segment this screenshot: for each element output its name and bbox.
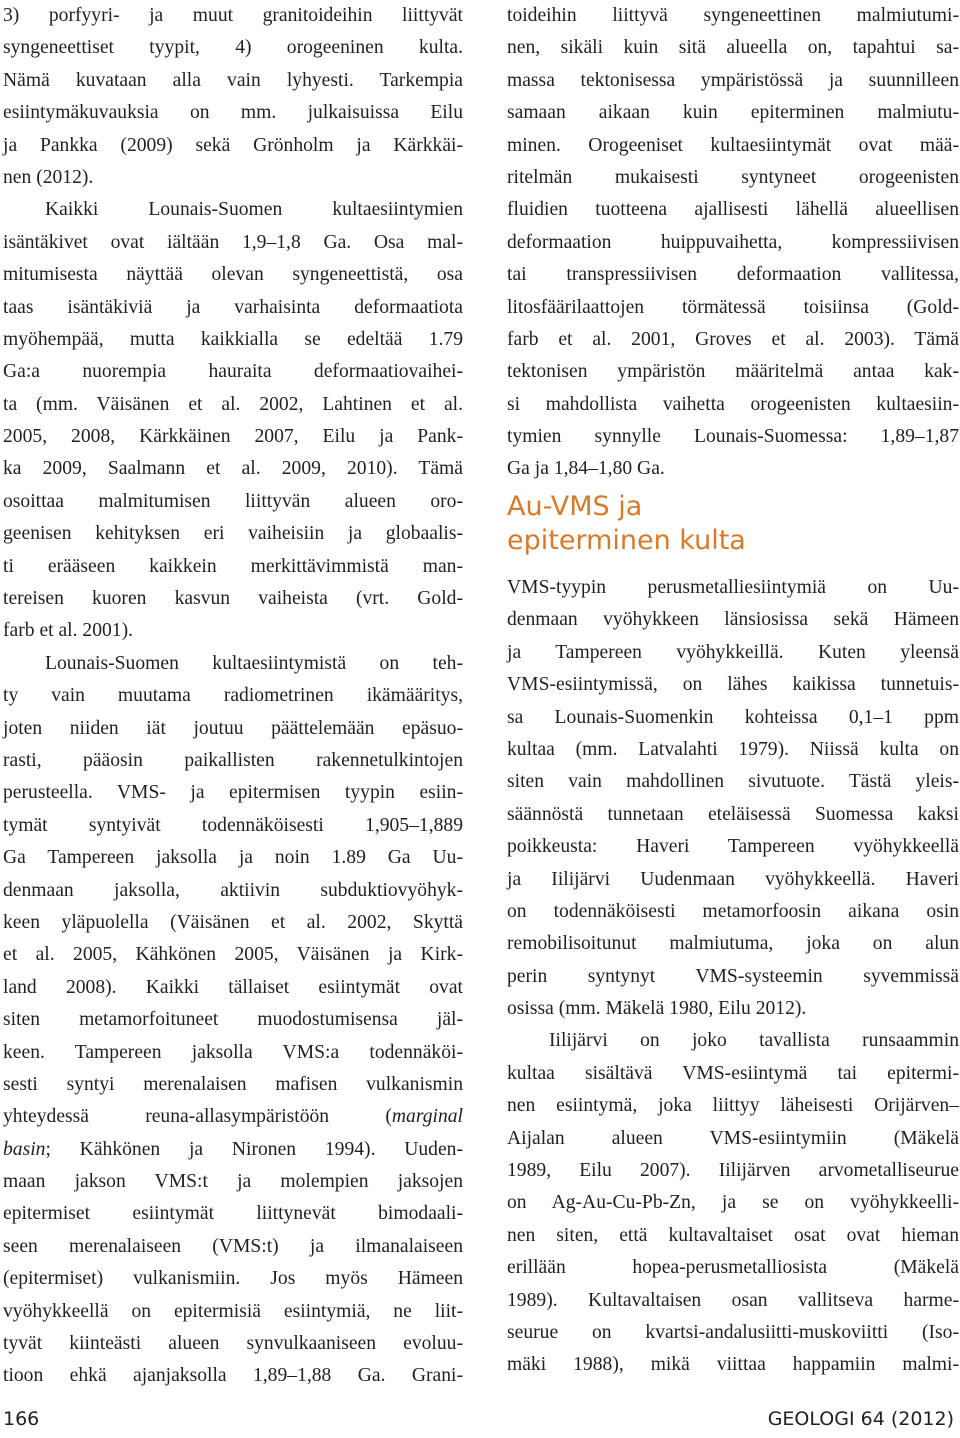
text-fragment: yhteydessä reuna-allasympäristöön ( bbox=[3, 1106, 392, 1128]
text-line: siten vain mahdollinen sivutuote. Tästä yleis- bbox=[507, 771, 959, 793]
text-line: Kaikki Lounais-Suomen kultaesiintymien bbox=[45, 199, 463, 221]
paragraph-radiometric-ages bbox=[3, 648, 463, 1393]
text-line: toideihin liittyvä syngeneettinen malmiutumi- bbox=[507, 5, 959, 26]
text-line: osoittaa malmitumisen liittyvän alueen oro- bbox=[3, 490, 463, 512]
text-line: 2005, 2008, Kärkkäinen 2007, Eilu ja Pank- bbox=[3, 426, 463, 448]
text-line: (epitermiset) vulkanismiin. Jos myös Hämeen bbox=[3, 1268, 463, 1290]
italic-term: marginal bbox=[391, 1106, 463, 1128]
text-line: denmaan jaksolla, aktiivin subduktiovyöhyk- bbox=[3, 879, 463, 901]
text-line: rasti, pääosin paikallisten rakennetulkintojen bbox=[3, 749, 463, 771]
text-line: litosfäärilaattojen törmätessä toisiinsa (Gold- bbox=[507, 296, 959, 318]
text-line: joten niiden iät joutuu päättelemään epäsuo- bbox=[3, 717, 463, 739]
text-line: 3) porfyyri- ja muut granitoideihin liittyvät bbox=[3, 5, 463, 26]
heading-line: epiterminen kulta bbox=[507, 525, 746, 556]
text-line: land 2008). Kaikki tällaiset esiintymät ovat bbox=[3, 976, 463, 998]
text-line: perusteella. VMS- ja epitermisen tyypin esiin- bbox=[3, 782, 463, 804]
text-line: ja Pankka (2009) sekä Grönholm ja Kärkkäi- bbox=[3, 134, 463, 156]
text-line: sa Lounais-Suomenkin kohteissa 0,1–1 ppm bbox=[507, 706, 959, 728]
text-line: kultaa (mm. Latvalahti 1979). Niissä kulta on bbox=[507, 738, 959, 760]
heading-line: Au-VMS ja bbox=[507, 491, 643, 522]
text-line: farb et al. 2001). bbox=[3, 620, 134, 642]
text-line: tektonisen ympäristön määritelmä antaa kak- bbox=[507, 361, 959, 383]
right-text-column bbox=[507, 0, 959, 486]
text-line: mitumisesta näyttää olevan syngeneettistä, osa bbox=[3, 264, 463, 286]
text-line: farb et al. 2001, Groves et al. 2003). Tämä bbox=[507, 328, 959, 350]
text-line: minen. Orogeeniset kultaesiintymät ovat mää- bbox=[507, 134, 959, 156]
text-line: Ga Tampereen jaksolla ja noin 1.89 Ga Uu- bbox=[3, 847, 463, 869]
text-line: perin syntynyt VMS-systeemin syvemmissä bbox=[507, 965, 959, 987]
text-line: seurue on kvartsi-andalusiitti-muskoviitti (Iso- bbox=[507, 1321, 959, 1343]
text-line: ta (mm. Väisänen et al. 2002, Lahtinen et al. bbox=[3, 393, 463, 415]
text-line: VMS-tyypin perusmetalliesiintymiä on Uu- bbox=[507, 577, 959, 598]
text-line: si mahdollista vaihetta orogeenisten kultaesiin- bbox=[507, 393, 959, 415]
text-line: isäntäkivet ovat iältään 1,9–1,8 Ga. Osa mal- bbox=[3, 231, 463, 253]
text-line: ty vain muutama radiometrinen ikämääritys, bbox=[3, 685, 463, 707]
text-line: Aijalan alueen VMS-esiintymiin (Mäkelä bbox=[507, 1127, 959, 1149]
text-line: nen esiintymä, joka liittyy läheisesti Orijärven– bbox=[507, 1095, 959, 1117]
text-line: poikkeusta: Haveri Tampereen vyöhykkeellä bbox=[507, 836, 959, 858]
text-line: säännöstä tunnetaan eteläisessä Suomessa kaksi bbox=[507, 803, 959, 825]
text-line: fluidien tuotteena ajallisesti lähellä alueellisen bbox=[507, 199, 959, 221]
text-line: kultaa sisältävä VMS-esiintymä tai epitermi- bbox=[507, 1062, 959, 1084]
text-line: et al. 2005, Kähkönen 2005, Väisänen ja Kirk- bbox=[3, 944, 463, 966]
text-line: seen merenalaiseen (VMS:t) ja ilmanalaiseen bbox=[3, 1235, 463, 1257]
text-line: ka 2009, Saalmann et al. 2009, 2010). Tämä bbox=[3, 458, 463, 480]
page-number: 166 bbox=[3, 1408, 40, 1430]
text-line: 1989, Eilu 2007). Iilijärven arvometalliseurue bbox=[507, 1160, 959, 1182]
paragraph-intro-continued bbox=[3, 0, 463, 194]
text-line: tai transpressiivisen deformaation vallitessa, bbox=[507, 264, 959, 286]
text-line: vyöhykkeellä on epitermisiä esiintymiä, ne liit- bbox=[3, 1300, 463, 1322]
text-line: myöhempää, mutta kaikkialla se edeltää 1.79 bbox=[3, 328, 463, 350]
text-line: samaan aikaan kuin epiterminen malmiutu- bbox=[507, 102, 959, 124]
text-line: Iilijärvi on joko tavallista runsaammin bbox=[549, 1030, 959, 1052]
paragraph-orogenic-gold bbox=[507, 0, 959, 486]
section-heading bbox=[507, 490, 957, 558]
text-line: 1989). Kultavaltaisen osan vallitseva harme- bbox=[507, 1289, 959, 1311]
text-line: taas isäntäkiviä ja varhaisinta deformaatiota bbox=[3, 296, 463, 318]
text-line: Nämä kuvataan alla vain lyhyesti. Tarkempia bbox=[3, 69, 463, 91]
text-line: nen siten, että kultavaltaiset osat ovat hieman bbox=[507, 1224, 959, 1246]
text-line: ja Tampereen vyöhykkeillä. Kuten yleensä bbox=[507, 641, 959, 663]
text-line: osissa (mm. Mäkelä 1980, Eilu 2012). bbox=[507, 998, 807, 1020]
text-line: siten metamorfoituneet muodostumisensa jäl- bbox=[3, 1009, 463, 1031]
text-line: keen. Tampereen jaksolla VMS:a todennäköi- bbox=[3, 1041, 463, 1063]
text-line bbox=[3, 1134, 463, 1166]
text-line: Ga:a nuorempia hauraita deformaatiovaihei- bbox=[3, 361, 463, 383]
text-line: denmaan vyöhykkeen länsiosissa sekä Hämeen bbox=[507, 609, 959, 631]
text-line: syngeneettiset tyypit, 4) orogeeninen kulta. bbox=[3, 37, 463, 59]
text-line: ja Iilijärvi Uudenmaan vyöhykkeellä. Haveri bbox=[507, 868, 959, 890]
text-line: nen, sikäli kuin sitä alueella on, tapahtui sa- bbox=[507, 37, 959, 59]
right-text-column-lower bbox=[507, 572, 959, 1382]
text-line: tymät syntyivät todennäköisesti 1,905–1,889 bbox=[3, 814, 463, 836]
text-line: tioon ehkä ajanjaksolla 1,89–1,88 Ga. Grani- bbox=[3, 1365, 463, 1387]
text-line: massa tektonisessa ympäristössä ja suunnilleen bbox=[507, 69, 959, 91]
text-line: epitermiset esiintymät liittynevät bimodaali- bbox=[3, 1203, 463, 1225]
paragraph-host-rock-ages bbox=[3, 194, 463, 647]
text-line: ti erääseen kaikkein merkittävimmistä man- bbox=[3, 555, 463, 577]
text-line: on todennäköisesti metamorfoosin aikana osin bbox=[507, 900, 959, 922]
text-line: sesti syntyi merenalaisen mafisen vulkanismin bbox=[3, 1073, 463, 1095]
text-line: Lounais-Suomen kultaesiintymistä on teh- bbox=[45, 652, 463, 674]
text-line: keen yläpuolella (Väisänen et al. 2002, Skyttä bbox=[3, 911, 463, 933]
text-line: maan jakson VMS:t ja molempien jaksojen bbox=[3, 1171, 463, 1193]
left-text-column bbox=[3, 0, 463, 1393]
text-line: tyvät kiinteästi alueen synvulkaaniseen evoluu- bbox=[3, 1333, 463, 1355]
text-line: deformaation huippuvaihetta, kompressiivisen bbox=[507, 231, 959, 253]
text-line: ritelmän mukaisesti syntyneet orogeenisten bbox=[507, 166, 959, 188]
text-line: on Ag-Au-Cu-Pb-Zn, ja se on vyöhykkeelli- bbox=[507, 1192, 959, 1214]
italic-term: basin bbox=[3, 1138, 46, 1160]
text-fragment: ; Kähkönen ja Nironen 1994). Uuden- bbox=[45, 1138, 463, 1160]
paragraph-vms-deposits bbox=[507, 572, 959, 1025]
text-line: VMS-esiintymissä, on lähes kaikissa tunnetuis- bbox=[507, 674, 959, 696]
text-line: esiintymäkuvauksia on mm. julkaisuissa Eilu bbox=[3, 102, 463, 124]
text-line: nen (2012). bbox=[3, 166, 94, 188]
text-line: tereisen kuoren kasvun vaiheista (vrt. Gold- bbox=[3, 588, 463, 610]
text-line bbox=[3, 1101, 463, 1133]
text-line: mäki 1988), mikä viittaa happamiin malmi- bbox=[507, 1354, 959, 1376]
text-line: erillään hopea-perusmetalliosista (Mäkelä bbox=[507, 1257, 959, 1279]
running-title: GEOLOGI 64 (2012) bbox=[767, 1408, 954, 1430]
text-line: remobilisoitunut malmiutuma, joka on alun bbox=[507, 933, 959, 955]
text-line: tymien synnylle Lounais-Suomessa: 1,89–1,87 bbox=[507, 426, 959, 448]
text-line: geenisen kehityksen eri vaiheisiin ja globaalis- bbox=[3, 523, 463, 545]
text-line: Ga ja 1,84–1,80 Ga. bbox=[507, 458, 665, 480]
paragraph-iilijarvi bbox=[507, 1025, 959, 1381]
